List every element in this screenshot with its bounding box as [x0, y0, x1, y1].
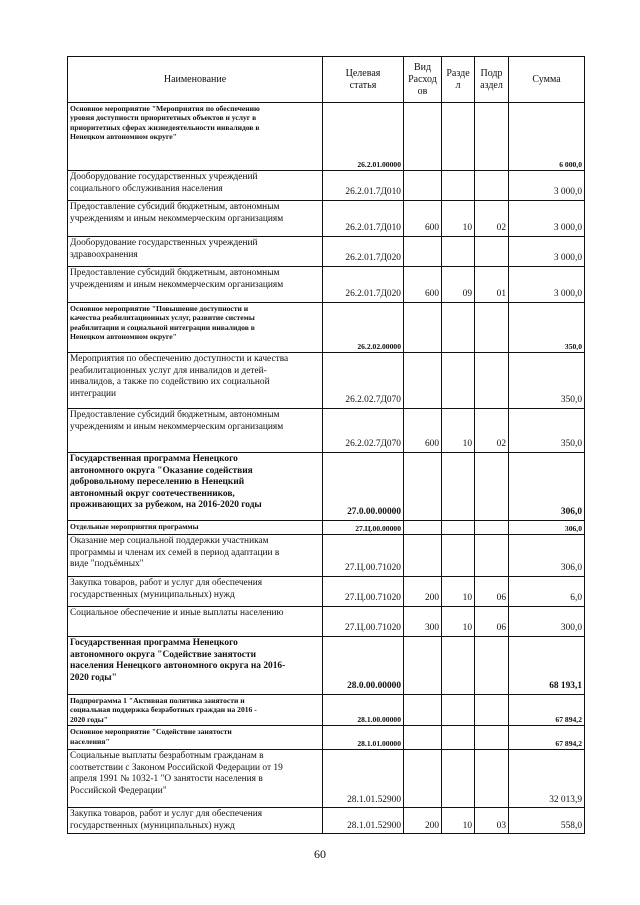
cell-subsection — [475, 103, 509, 171]
cell-expense-type — [404, 171, 442, 201]
cell-name: Основное мероприятие "Содействие занятости населения" — [68, 726, 323, 750]
cell-expense-type — [404, 303, 442, 353]
cell-expense-type — [404, 726, 442, 750]
cell-expense-type: 600 — [404, 267, 442, 303]
cell-target-article: 28.1.01.52900 — [323, 808, 404, 834]
cell-section — [442, 237, 475, 267]
cell-target-article: 27.Ц.00.71020 — [323, 607, 404, 637]
cell-name: Основное мероприятие "Мероприятия по обеспечению уровня доступности приоритетных объектов и услуг в приоритетных сферах жизнедеятельности инвалидов в Ненецком автономном округе" — [68, 103, 323, 171]
cell-sum: 32 013,9 — [509, 750, 585, 808]
cell-expense-type — [404, 750, 442, 808]
cell-subsection: 01 — [475, 267, 509, 303]
cell-sum: 6 000,0 — [509, 103, 585, 171]
cell-expense-type — [404, 353, 442, 409]
cell-section — [442, 535, 475, 577]
table-row — [68, 353, 585, 409]
table-row — [68, 267, 585, 303]
cell-target-article: 26.2.01.7Д020 — [323, 237, 404, 267]
cell-target-article: 26.2.01.00000 — [323, 103, 404, 171]
table-header-row — [68, 57, 585, 103]
cell-target-article: 27.Ц.00.00000 — [323, 521, 404, 535]
table-row — [68, 521, 585, 535]
cell-name: Предоставление субсидий бюджетным, автономным учреждениям и иным некоммерческим организациям — [68, 409, 323, 453]
header-subsection: Подр аздел — [475, 57, 509, 103]
cell-sum: 350,0 — [509, 409, 585, 453]
cell-subsection — [475, 303, 509, 353]
cell-section — [442, 726, 475, 750]
cell-sum: 67 894,2 — [509, 695, 585, 726]
cell-target-article: 26.2.01.7Д010 — [323, 201, 404, 237]
cell-target-article: 26.2.02.00000 — [323, 303, 404, 353]
cell-expense-type: 200 — [404, 577, 442, 607]
cell-expense-type: 300 — [404, 607, 442, 637]
table-row — [68, 750, 585, 808]
table-body — [68, 103, 585, 834]
cell-expense-type — [404, 535, 442, 577]
cell-sum: 306,0 — [509, 453, 585, 521]
cell-expense-type — [404, 103, 442, 171]
cell-sum: 67 894,2 — [509, 726, 585, 750]
cell-section — [442, 303, 475, 353]
cell-name: Дооборудование государственных учреждений социального обслуживания населения — [68, 171, 323, 201]
cell-sum: 3 000,0 — [509, 267, 585, 303]
cell-sum: 306,0 — [509, 535, 585, 577]
cell-target-article: 26.2.02.7Д070 — [323, 409, 404, 453]
cell-target-article: 28.1.00.00000 — [323, 695, 404, 726]
cell-name: Предоставление субсидий бюджетным, автономным учреждениям и иным некоммерческим организациям — [68, 267, 323, 303]
cell-subsection: 03 — [475, 808, 509, 834]
cell-sum: 3 000,0 — [509, 201, 585, 237]
header-target-article: Целевая статья — [323, 57, 404, 103]
cell-subsection — [475, 171, 509, 201]
cell-name: Мероприятия по обеспечению доступности и качества реабилитационных услуг для инвалидов и детей- инвалидов, а также по содействию их социальной интеграции — [68, 353, 323, 409]
cell-name: Закупка товаров, работ и услуг для обеспечения государственных (муниципальных) нужд — [68, 577, 323, 607]
cell-section — [442, 750, 475, 808]
budget-table-sheet — [67, 56, 584, 834]
table-row — [68, 808, 585, 834]
cell-expense-type: 200 — [404, 808, 442, 834]
cell-section — [442, 521, 475, 535]
cell-target-article: 27.Ц.00.71020 — [323, 577, 404, 607]
cell-subsection: 06 — [475, 577, 509, 607]
cell-name: Отдельные мероприятия программы — [68, 521, 323, 535]
cell-sum: 558,0 — [509, 808, 585, 834]
cell-name: Государственная программа Ненецкого автономного округа "Оказание содействия добровольному переселению в Ненецкий автономный округ соотечественников, проживающих за рубежом, на 2016-2020 годы — [68, 453, 323, 521]
cell-name: Оказание мер социальной поддержки участникам программы и членам их семей в период адаптации в виде "подъёмных" — [68, 535, 323, 577]
header-section: Разде л — [442, 57, 475, 103]
table-row — [68, 695, 585, 726]
table-row — [68, 607, 585, 637]
table-row — [68, 409, 585, 453]
cell-sum: 300,0 — [509, 607, 585, 637]
cell-section — [442, 695, 475, 726]
cell-section: 10 — [442, 409, 475, 453]
table-row — [68, 577, 585, 607]
cell-sum: 350,0 — [509, 303, 585, 353]
page-number: 60 — [314, 847, 326, 861]
table-row — [68, 171, 585, 201]
cell-subsection — [475, 453, 509, 521]
table-row — [68, 637, 585, 695]
cell-name: Дооборудование государственных учреждений здравоохранения — [68, 237, 323, 267]
cell-sum: 6,0 — [509, 577, 585, 607]
cell-target-article: 26.2.02.7Д070 — [323, 353, 404, 409]
cell-name: Предоставление субсидий бюджетным, автономным учреждениям и иным некоммерческим организациям — [68, 201, 323, 237]
cell-subsection — [475, 750, 509, 808]
cell-sum: 68 193,1 — [509, 637, 585, 695]
cell-expense-type: 600 — [404, 409, 442, 453]
table-row — [68, 535, 585, 577]
cell-subsection — [475, 695, 509, 726]
cell-subsection — [475, 637, 509, 695]
cell-expense-type — [404, 637, 442, 695]
cell-target-article: 27.Ц.00.71020 — [323, 535, 404, 577]
cell-expense-type: 600 — [404, 201, 442, 237]
cell-name: Основное мероприятие "Повышение доступности и качества реабилитационных услуг, развитие системы реабилитации и социальной интеграции инвалидов в Ненецком автономном округе" — [68, 303, 323, 353]
table-row — [68, 726, 585, 750]
table-row — [68, 303, 585, 353]
budget-table — [67, 56, 585, 834]
cell-name: Государственная программа Ненецкого автономного округа "Содействие занятости населения Ненецкого автономного округа на 2016- 2020 годы" — [68, 637, 323, 695]
cell-target-article: 26.2.01.7Д010 — [323, 171, 404, 201]
table-row — [68, 453, 585, 521]
cell-sum: 3 000,0 — [509, 237, 585, 267]
cell-name: Социальное обеспечение и иные выплаты населению — [68, 607, 323, 637]
cell-expense-type — [404, 521, 442, 535]
cell-subsection — [475, 535, 509, 577]
cell-section — [442, 171, 475, 201]
cell-target-article: 28.1.01.00000 — [323, 726, 404, 750]
cell-subsection — [475, 521, 509, 535]
cell-section: 10 — [442, 607, 475, 637]
cell-section — [442, 453, 475, 521]
cell-expense-type — [404, 695, 442, 726]
cell-subsection: 06 — [475, 607, 509, 637]
cell-expense-type — [404, 453, 442, 521]
cell-target-article: 28.0.00.00000 — [323, 637, 404, 695]
cell-subsection — [475, 726, 509, 750]
cell-target-article: 27.0.00.00000 — [323, 453, 404, 521]
cell-subsection — [475, 237, 509, 267]
table-row — [68, 201, 585, 237]
cell-name: Подпрограмма 1 "Активная политика занятости и социальная поддержка безработных граждан на 2016 - 2020 годы" — [68, 695, 323, 726]
cell-section: 10 — [442, 808, 475, 834]
cell-section: 10 — [442, 201, 475, 237]
cell-name: Закупка товаров, работ и услуг для обеспечения государственных (муниципальных) нужд — [68, 808, 323, 834]
cell-section — [442, 637, 475, 695]
cell-sum: 306,0 — [509, 521, 585, 535]
cell-sum: 350,0 — [509, 353, 585, 409]
cell-subsection — [475, 353, 509, 409]
cell-target-article: 28.1.01.52900 — [323, 750, 404, 808]
header-name: Наименование — [68, 57, 323, 103]
header-expense-type: Вид Расход ов — [404, 57, 442, 103]
cell-expense-type — [404, 237, 442, 267]
cell-target-article: 26.2.01.7Д020 — [323, 267, 404, 303]
cell-section — [442, 353, 475, 409]
cell-section — [442, 103, 475, 171]
cell-subsection: 02 — [475, 201, 509, 237]
cell-sum: 3 000,0 — [509, 171, 585, 201]
cell-section: 09 — [442, 267, 475, 303]
header-sum: Сумма — [509, 57, 585, 103]
table-row — [68, 237, 585, 267]
cell-name: Социальные выплаты безработным гражданам в соответствии с Законом Российской Федерации от 19 апреля 1991 № 1032-1 "О занятости населения в Российской Федерации" — [68, 750, 323, 808]
table-row — [68, 103, 585, 171]
cell-subsection: 02 — [475, 409, 509, 453]
cell-section: 10 — [442, 577, 475, 607]
